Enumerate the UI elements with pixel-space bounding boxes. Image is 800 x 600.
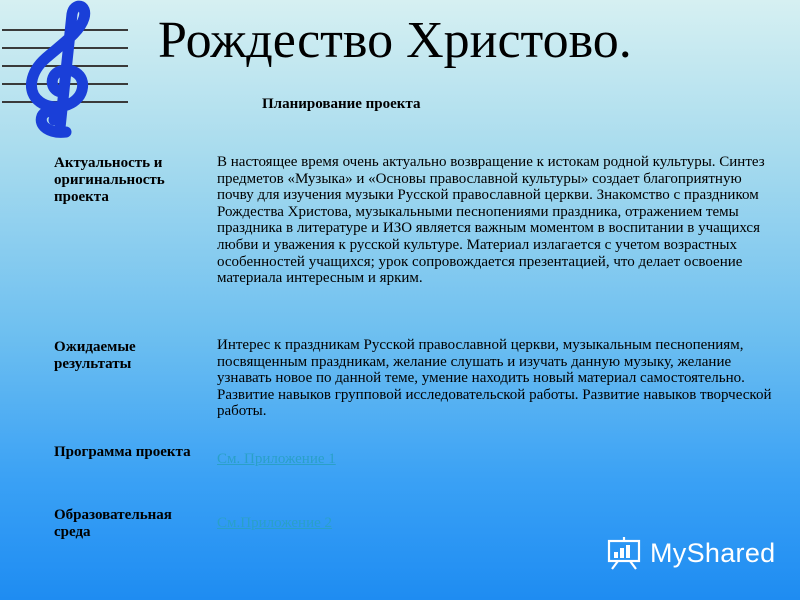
row-text-results: Интерес к праздникам Русской православной церкви, музыкальным песнопениям, посвященным праздникам, желание слушать и изучать данную музыку, желание узнавать новое по данной теме, умение находить новый материал самостоятельно. Развитие навыков групповой исследовательской работы. Развитие навыков творческой работы. bbox=[217, 337, 772, 420]
watermark bbox=[606, 536, 775, 570]
slide-title: Рождество Христово. bbox=[158, 12, 632, 69]
watermark-text: MyShared bbox=[650, 537, 776, 568]
row-text-relevance: В настоящее время очень актуально возвращение к истокам родной культуры. Синтез предметов «Музыка» и «Основы православной культуры» создает благоприятную почву для изучения музыки Русской православной церкви. Знакомство с праздником Рождества Христова, музыкальными песнопениями праздника, отражением темы праздника в литературе и ИЗО является важным моментом в воспитании в учащихся любви и уважения к русской культуре. Материал излагается с учетом возрастных особенностей учащихся; урок сопровождается презентацией, что делает освоение материала интересным и ярким. bbox=[217, 154, 765, 287]
row-label-environment: Образовательная среда bbox=[54, 507, 172, 540]
appendix-2-link[interactable]: См.Приложение 2 bbox=[217, 515, 333, 531]
row-label-program: Программа проекта bbox=[54, 444, 191, 460]
row-label-results: Ожидаемые результаты bbox=[54, 339, 136, 372]
slide-subtitle: Планирование проекта bbox=[262, 96, 421, 112]
presentation-board-icon bbox=[606, 536, 644, 570]
appendix-1-link[interactable]: См. Приложение 1 bbox=[217, 451, 336, 467]
row-label-relevance: Актуальность и оригинальность проекта bbox=[54, 155, 165, 205]
treble-clef-icon bbox=[0, 0, 130, 140]
